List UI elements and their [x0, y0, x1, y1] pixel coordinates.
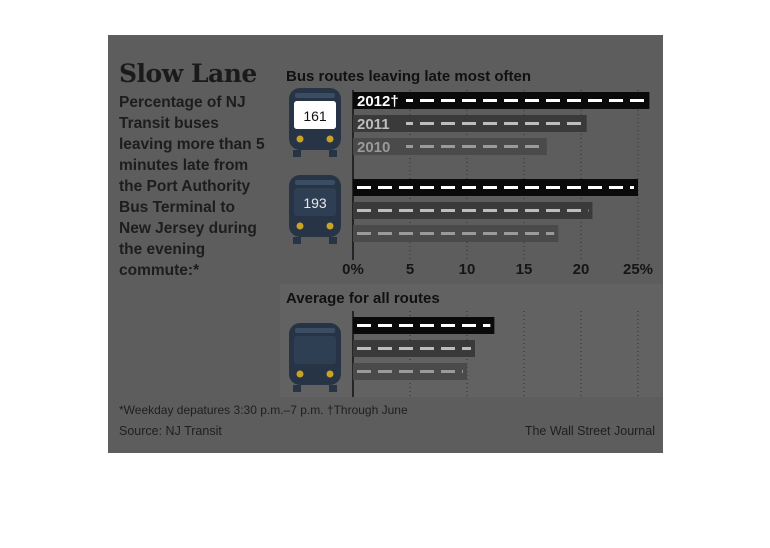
footnote: *Weekday depatures 3:30 p.m.–7 p.m. †Through June: [119, 403, 408, 417]
bar: [353, 340, 475, 357]
route-number-label: 193: [303, 195, 327, 211]
x-tick-label: 5: [405, 261, 415, 278]
bus-headlight: [327, 223, 334, 230]
route-number-label: 161: [303, 108, 327, 124]
x-tick-label: 10: [458, 261, 476, 278]
year-label: 2010: [357, 139, 391, 156]
bus-wheel: [329, 237, 337, 244]
credit: The Wall Street Journal: [524, 424, 655, 438]
x-tick-label: 25%: [622, 261, 654, 278]
bus-headlight: [297, 136, 304, 143]
routes-section-title: Bus routes leaving late most often: [286, 68, 532, 85]
bus-headlight: [327, 371, 334, 378]
chart-card: [108, 35, 663, 453]
bus-headlight: [297, 371, 304, 378]
bus-headlight: [297, 223, 304, 230]
bus-wheel: [293, 237, 301, 244]
x-tick-label: 0%: [342, 261, 364, 278]
bus-sign: [295, 328, 335, 333]
year-label: 2011: [357, 116, 390, 133]
bus-sign: [295, 93, 335, 98]
source-note: Source: NJ Transit: [119, 424, 222, 438]
bus-wheel: [329, 385, 337, 392]
x-tick-label: 15: [515, 261, 533, 278]
bar-chart: [108, 35, 663, 453]
chart-title: Slow Lane: [119, 59, 257, 88]
average-section-title: Average for all routes: [286, 290, 440, 307]
bus-windshield: [294, 336, 336, 364]
bus-wheel: [329, 150, 337, 157]
bus-wheel: [293, 385, 301, 392]
x-tick-label: 20: [572, 261, 590, 278]
bus-wheel: [293, 150, 301, 157]
bus-sign: [295, 180, 335, 185]
year-label: 2012†: [357, 93, 399, 110]
bus-headlight: [327, 136, 334, 143]
chart-subtitle: Percentage of NJ Transit buses leaving more than 5 minutes late from the Port Authority Bus Terminal to New Jersey during the evening commute:*: [119, 94, 265, 279]
